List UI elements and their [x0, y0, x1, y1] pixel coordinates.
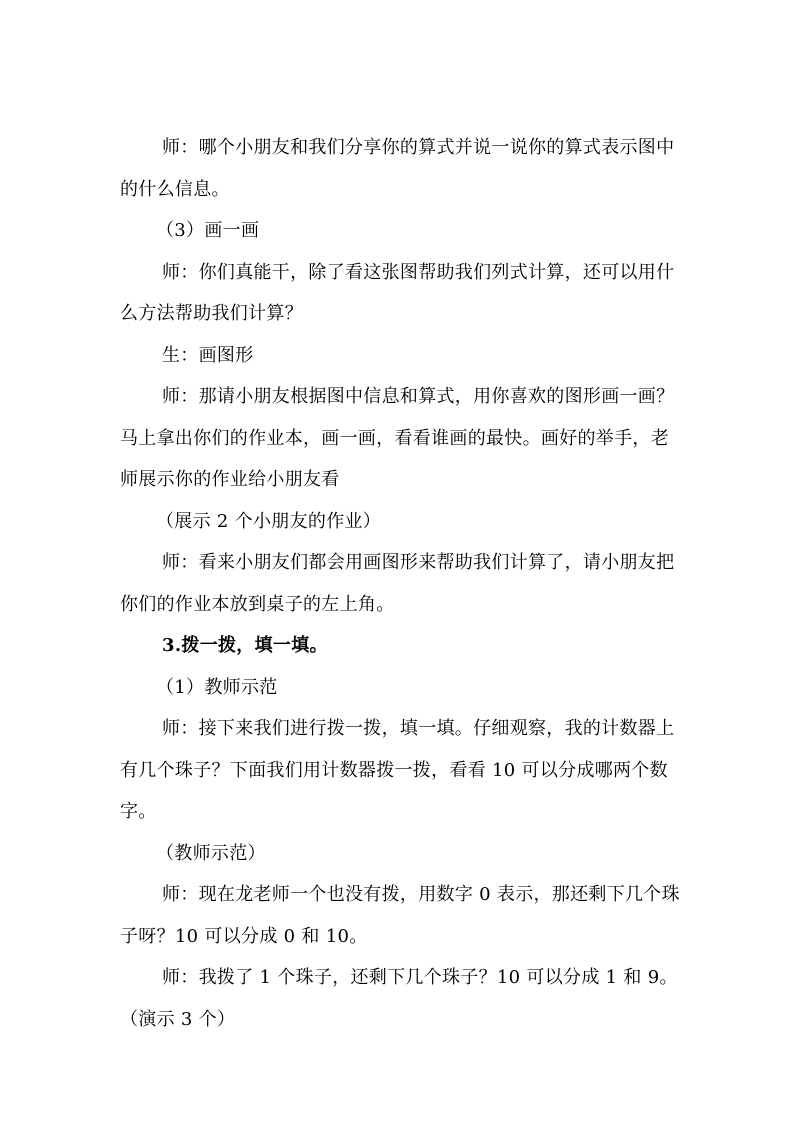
section-heading-dial-fill: 3.拨一拨，填一填。 — [162, 635, 328, 656]
paragraph-teacher-put-away: 师：看来小朋友们都会用画图形来帮助我们计算了，请小朋友把你们的作业本放到桌子的左上角。 — [120, 552, 675, 615]
paragraph-student-draw-shapes: 生：画图形 — [162, 344, 254, 366]
document-body — [120, 127, 680, 1040]
paragraph-teacher-other-methods: 师：你们真能干，除了看这张图帮助我们列式计算，还可以用什么方法帮助我们计算？ — [120, 261, 675, 324]
paragraph-teacher-one: 师：我拨了 1 个珠子，还剩下几个珠子？10 可以分成 1 和 9。（演示 3 个） — [120, 967, 678, 1030]
note-teacher-demo: （教师示范） — [156, 842, 266, 864]
heading-draw: （3）画一画 — [156, 220, 260, 241]
paragraph-teacher-draw-instructions: 师：那请小朋友根据图中信息和算式，用你喜欢的图形画一画？马上拿出你们的作业本，画一画，看看谁画的最快。画好的举手，老师展示你的作业给小朋友看 — [120, 386, 675, 490]
paragraph-teacher-zero: 师：现在龙老师一个也没有拨，用数字 0 表示，那还剩下几个珠子呀？10 可以分成 0 和 10。 — [120, 884, 680, 947]
heading-teacher-demo: （1）教师示范 — [156, 676, 278, 698]
paragraph-teacher-share-formula: 师：哪个小朋友和我们分享你的算式并说一说你的算式表示图中的什么信息。 — [120, 137, 675, 200]
paragraph-teacher-counter: 师：接下来我们进行拨一拨，填一填。仔细观察，我的计数器上有几个珠子？下面我们用计数器拨一拨，看看 10 可以分成哪两个数字。 — [120, 718, 675, 822]
note-show-homework: （展示 2 个小朋友的作业） — [156, 510, 382, 532]
